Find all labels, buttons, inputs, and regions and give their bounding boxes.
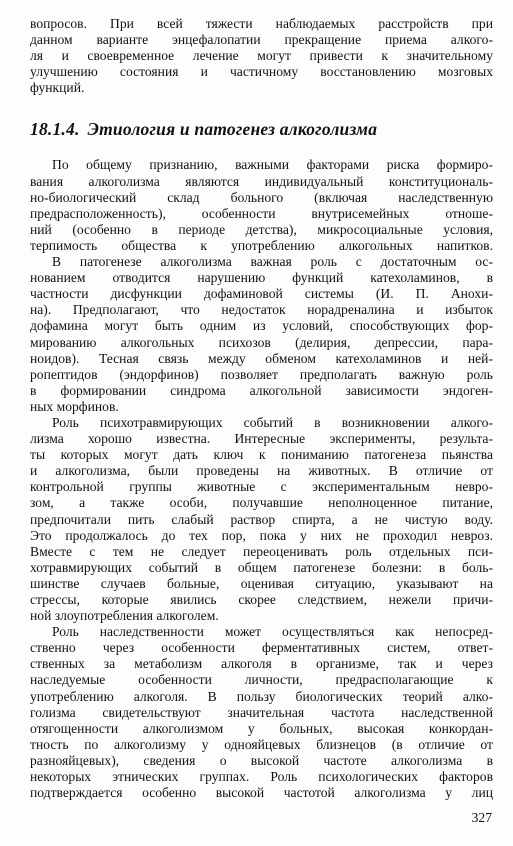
- text-line: вания алкоголизма являются индивидуальный конституциональ-: [30, 173, 493, 189]
- text-line: вопросов. При всей тяжести наблюдаемых расстройств при: [30, 16, 493, 31]
- text-line: ственно через особенности ферментативных систем, ответ-: [30, 640, 493, 656]
- text-line: наследуемые особенности личности, предрасполагающие к: [30, 672, 493, 688]
- text-line: и алкоголизма, были проведены на животных. В отличие от: [30, 463, 493, 479]
- text-line: отягощенности алкоголизмом у больных, высокая конкордан-: [30, 720, 493, 736]
- paragraph: [30, 254, 493, 415]
- text-line: разнояйцевых), сведения о высокой частоте алкоголизма в: [30, 752, 493, 768]
- text-line: В патогенезе алкоголизма важная роль с достаточным ос-: [52, 254, 493, 270]
- text-line: ропептидов (эндорфинов) позволяет предполагать важную роль: [30, 366, 493, 382]
- text-line: хотравмирующих событий в общем патогенезе болезни: в боль-: [30, 559, 493, 575]
- text-line: ной злоупотребления алкоголем.: [30, 608, 219, 624]
- text-line: Это продолжалось до тех пор, пока у них не проходил невроз.: [30, 527, 493, 543]
- page-number: 327: [471, 810, 492, 825]
- text-line: ты которых могут дать ключ к пониманию патогенеза пьянства: [30, 447, 493, 463]
- text-line: на). Предполагают, что недостаток норадреналина и избыток: [30, 302, 493, 318]
- text-column: [30, 16, 493, 801]
- text-line: предпочитали пить слабый раствор спирта, а не чистую воду.: [30, 511, 493, 527]
- text-line: лизма хорошо известна. Интересные эксперименты, результа-: [30, 431, 493, 447]
- text-line: Роль психотравмирующих событий в возникновении алкого-: [52, 414, 493, 430]
- text-line: голизма свидетельствуют значительная частота наследственной: [30, 704, 493, 720]
- text-line: ных морфинов.: [30, 398, 119, 414]
- text-line: контрольной группы животные с экспериментальным невро-: [30, 479, 493, 495]
- intro-paragraph: [30, 16, 493, 96]
- paragraph: [30, 415, 493, 624]
- text-line: в формировании синдрома алкогольной зависимости эндоген-: [30, 382, 493, 398]
- text-line: мированию алкогольных психозов (делирия, депрессии, пара-: [30, 334, 493, 350]
- text-line: ля и своевременное лечение могут привести к значительному: [30, 48, 493, 64]
- text-line: дофамина могут быть одним из условий, способствующих фор-: [30, 318, 493, 334]
- text-line: но-биологический склад больного (включая наследственную: [30, 189, 493, 205]
- text-line: частности дисфункции дофаминовой системы (И. П. Анохи-: [30, 286, 493, 302]
- section-title: Этиология и патогенез алкоголизма: [87, 119, 378, 140]
- text-line: тность по алкоголизму у однояйцевых близнецов (в отличие от: [30, 736, 493, 752]
- text-line: Вместе с тем не следует переоценивать роль отдельных пси-: [30, 543, 493, 559]
- text-line: ственных за метаболизм алкоголя в организме, так и через: [30, 656, 493, 672]
- text-line: данном варианте энцефалопатии прекращение приема алкого-: [30, 32, 493, 48]
- text-line: подтверждается особенно высокой частотой алкоголизма у лиц: [30, 785, 493, 801]
- text-line: ноидов). Тесная связь между обменом катехоламинов и ней-: [30, 350, 493, 366]
- text-line: стрессы, которые явились скорее следствием, нежели причи-: [30, 592, 493, 607]
- text-line: употреблению алкоголя. В пользу биологических теорий алко-: [30, 688, 493, 704]
- section-number: 18.1.4.: [30, 119, 80, 140]
- text-line: функций.: [30, 80, 85, 96]
- text-line: улучшению состояния и частичному восстановлению мозговых: [30, 64, 493, 80]
- text-line: предрасположенность), особенности внутрисемейных отноше-: [30, 205, 493, 221]
- text-line: нованием отводится нарушению функций катехоламинов, в: [30, 270, 493, 286]
- paragraph: [30, 157, 493, 254]
- text-line: ний (особенно в периоде детства), микросоциальные условия,: [30, 221, 493, 237]
- section-heading: [30, 119, 493, 139]
- text-line: шинстве случаев больные, оценивая ситуацию, указывают на: [30, 575, 493, 591]
- paragraph: [30, 624, 493, 801]
- text-line: По общему признанию, важными факторами риска формиро-: [52, 157, 493, 173]
- text-line: зом, а также особи, получавшие неполноценное питание,: [30, 495, 493, 511]
- text-line: терпимость общества к употреблению алкогольных напитков.: [30, 237, 493, 253]
- text-line: Роль наследственности может осуществляться как непосред-: [52, 624, 493, 640]
- text-line: некоторых этнических группах. Роль психологических факторов: [30, 769, 493, 785]
